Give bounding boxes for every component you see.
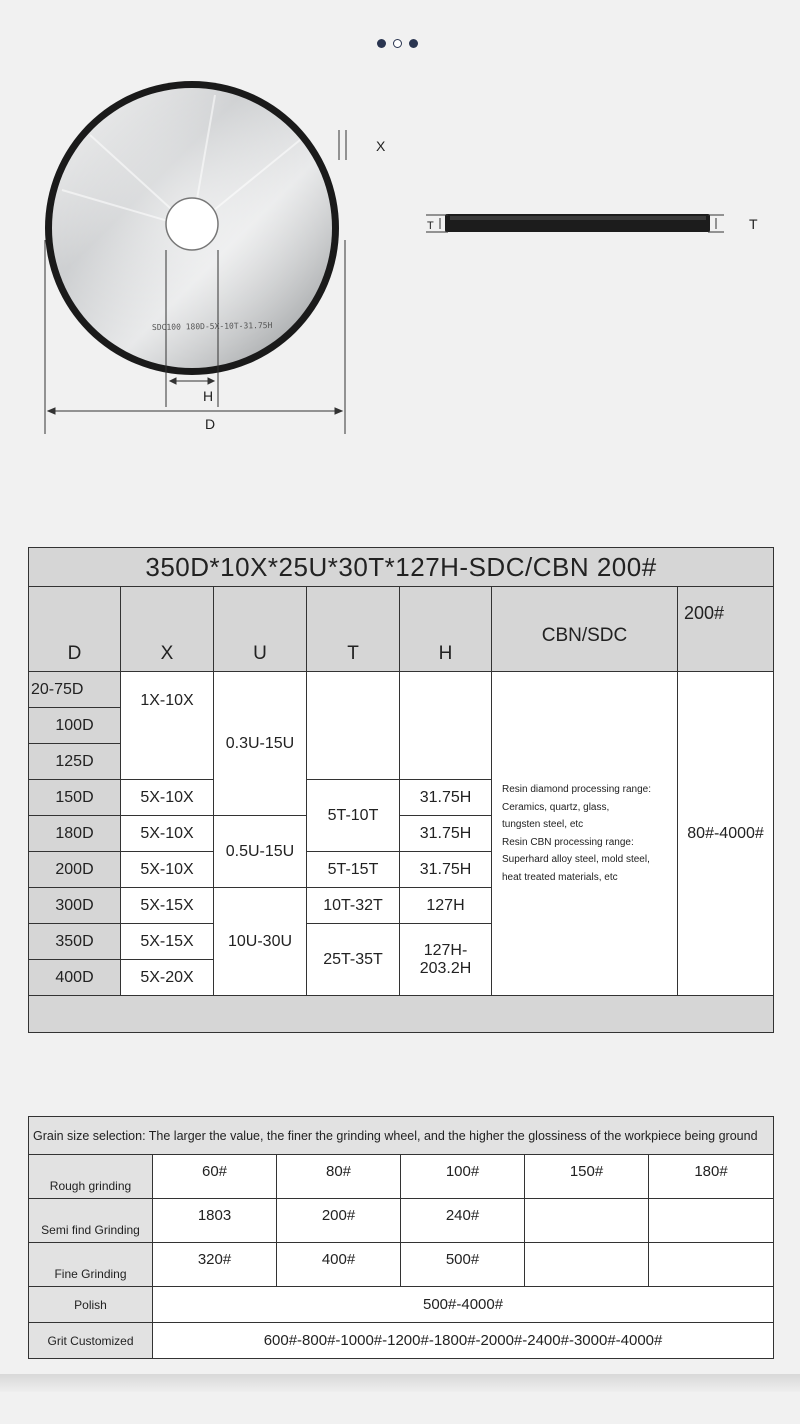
grit-cell: 80# <box>277 1155 401 1199</box>
d-cell: 180D <box>29 816 121 852</box>
grit-cell: 100# <box>401 1155 525 1199</box>
grit-cell: 600#-800#-1000#-1200#-1800#-2000#-2400#-3000#-4000# <box>153 1323 774 1359</box>
wheel-side-view <box>426 214 724 232</box>
wheel-marking: SDC100 180D-5X-10T-31.75H <box>151 320 273 332</box>
grain-heading: Grain size selection: The larger the value, the finer the grinding wheel, and the higher the glossiness of the workpiece being ground <box>29 1117 774 1155</box>
wheel-dimension-diagram <box>0 0 800 520</box>
header-x: X <box>121 587 214 672</box>
x-cell: 5X-20X <box>121 960 214 996</box>
row-label: Fine Grinding <box>29 1243 153 1287</box>
t-cell: 25T-35T <box>307 924 400 996</box>
x-label: X <box>376 138 386 154</box>
header-cbn-sdc: CBN/SDC <box>492 587 678 672</box>
d-cell: 125D <box>29 744 121 780</box>
grit-cell: 180# <box>649 1155 774 1199</box>
grit-cell: 150# <box>525 1155 649 1199</box>
t-cell: 5T-15T <box>307 852 400 888</box>
header-h: H <box>400 587 492 672</box>
h-cell: 31.75H <box>400 852 492 888</box>
grit-cell: 60# <box>153 1155 277 1199</box>
d-cell: 300D <box>29 888 121 924</box>
d-cell: 200D <box>29 852 121 888</box>
u-cell: 0.5U-15U <box>214 816 307 888</box>
h-cell: 31.75H <box>400 780 492 816</box>
t-label-left: T <box>427 220 434 232</box>
x-cell: 5X-10X <box>121 780 214 816</box>
h-cell: 127H-203.2H <box>400 924 492 996</box>
processing-range: Resin diamond processing range: Ceramics, quartz, glass, tungsten steel, etc Resin CBN processing range: Superhard alloy steel, mold steel, heat treated materials, etc <box>492 672 678 996</box>
grit-cell <box>525 1243 649 1287</box>
u-cell: 0.3U-15U <box>214 672 307 816</box>
grit-cell: 500# <box>401 1243 525 1287</box>
h-label: H <box>203 388 214 404</box>
t-cell-empty <box>307 672 400 780</box>
d-cell: 100D <box>29 708 121 744</box>
d-cell: 350D <box>29 924 121 960</box>
grit-cell <box>649 1243 774 1287</box>
header-200: 200# <box>678 587 774 672</box>
d-cell: 400D <box>29 960 121 996</box>
x-cell: 5X-10X <box>121 852 214 888</box>
wheel-face <box>45 81 339 375</box>
header-u: U <box>214 587 307 672</box>
row-label: Polish <box>29 1287 153 1323</box>
u-cell: 10U-30U <box>214 888 307 996</box>
h-cell: 127H <box>400 888 492 924</box>
d-cell: 20-75D <box>29 672 121 708</box>
d-label: D <box>205 416 216 432</box>
x-cell: 5X-15X <box>121 924 214 960</box>
bottom-bar <box>0 1374 800 1392</box>
x-cell: 1X-10X <box>121 672 214 780</box>
spec-title: 350D*10X*25U*30T*127H-SDC/CBN 200# <box>29 548 774 587</box>
header-t: T <box>307 587 400 672</box>
x-cell: 5X-15X <box>121 888 214 924</box>
grit-cell: 1803 <box>153 1199 277 1243</box>
h-cell: 31.75H <box>400 816 492 852</box>
x-dimension <box>339 130 346 160</box>
x-cell: 5X-10X <box>121 816 214 852</box>
t-label-right: T <box>749 216 758 232</box>
grit-cell <box>525 1199 649 1243</box>
spec-footer <box>29 996 774 1033</box>
grit-cell: 320# <box>153 1243 277 1287</box>
grit-cell: 500#-4000# <box>153 1287 774 1323</box>
grit-range: 80#-4000# <box>678 672 774 996</box>
grain-size-table <box>28 1116 774 1359</box>
header-d: D <box>29 587 121 672</box>
row-label: Grit Customized <box>29 1323 153 1359</box>
grit-cell <box>649 1199 774 1243</box>
h-cell-empty <box>400 672 492 780</box>
grit-cell: 240# <box>401 1199 525 1243</box>
spec-table <box>28 547 774 1033</box>
grit-cell: 200# <box>277 1199 401 1243</box>
t-cell: 5T-10T <box>307 780 400 852</box>
row-label: Rough grinding <box>29 1155 153 1199</box>
t-cell: 10T-32T <box>307 888 400 924</box>
d-cell: 150D <box>29 780 121 816</box>
grit-cell: 400# <box>277 1243 401 1287</box>
row-label: Semi find Grinding <box>29 1199 153 1243</box>
